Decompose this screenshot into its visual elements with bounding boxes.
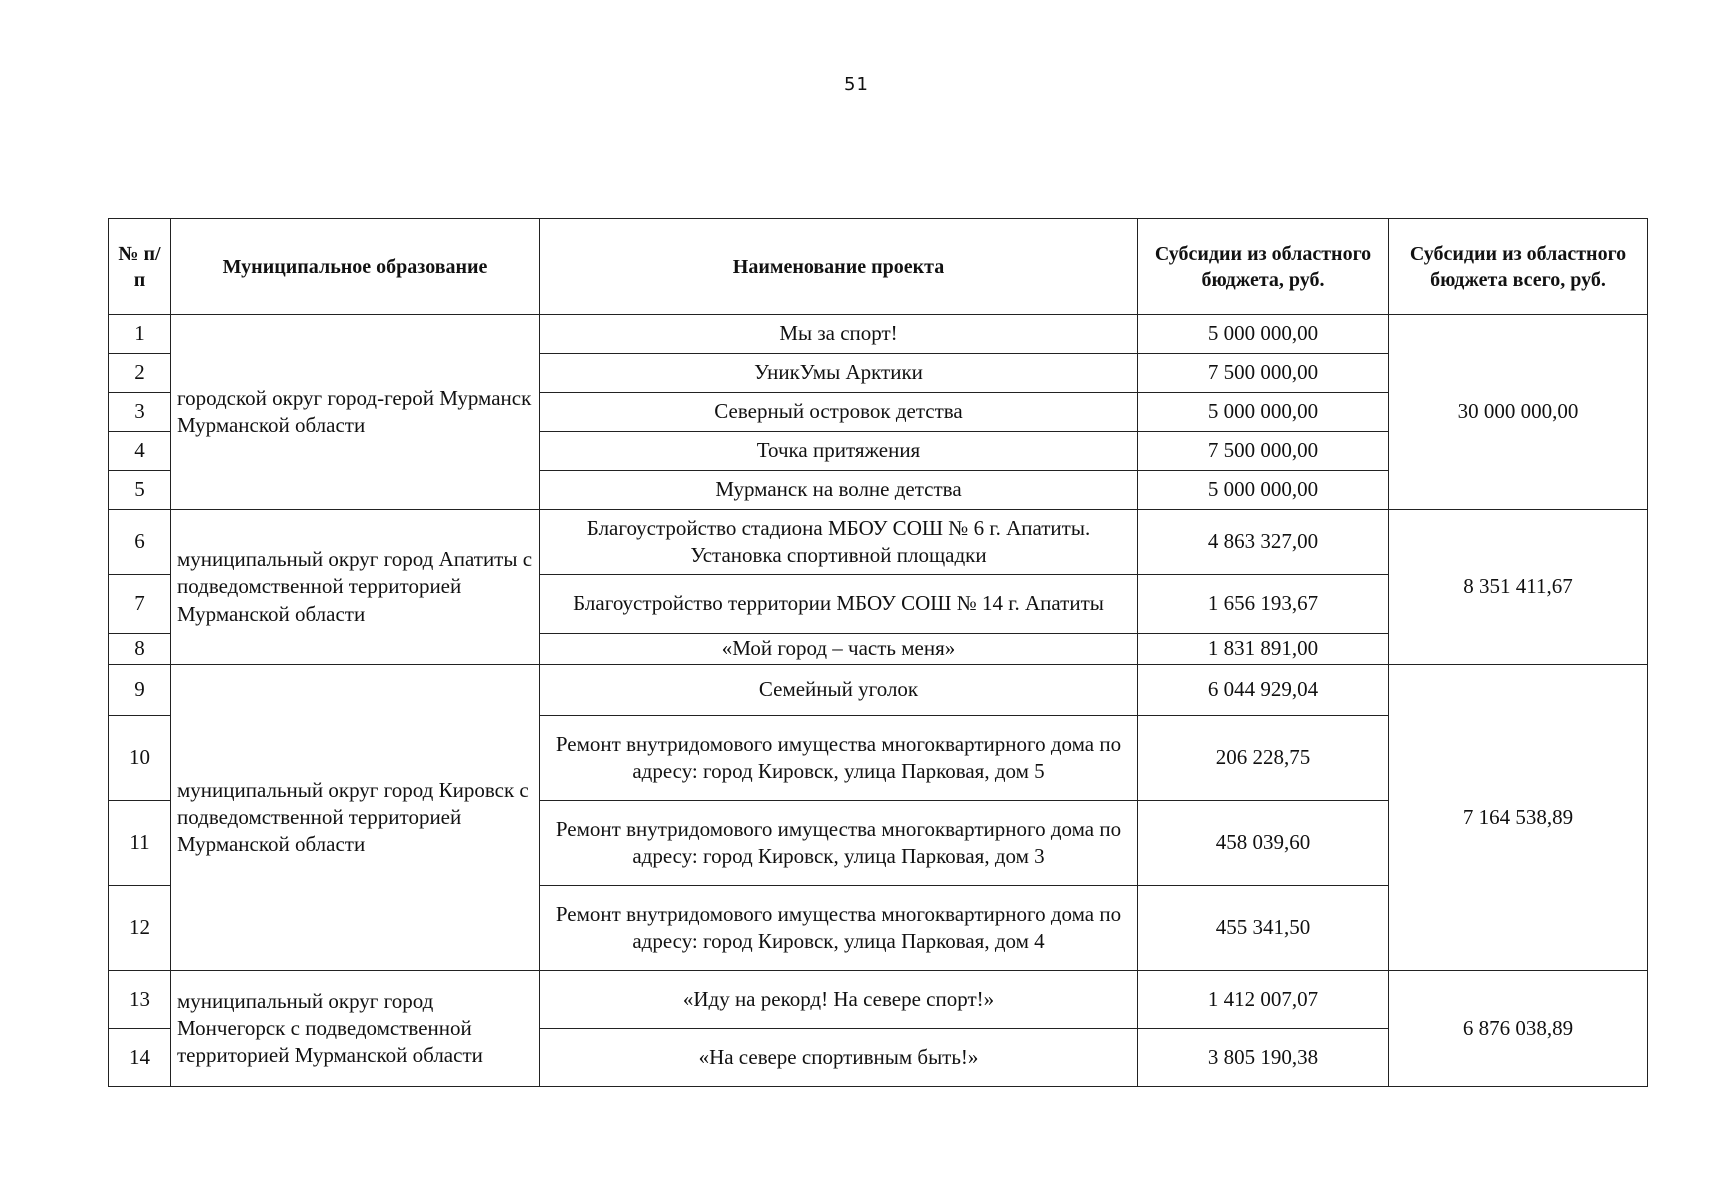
project-cell: Ремонт внутридомового имущества многоквартирного дома по адресу: город Кировск, улица Парковая, дом 3: [540, 801, 1138, 886]
row-num: 10: [109, 716, 171, 801]
header-subsidy-total: Субсидии из областного бюджета всего, руб.: [1389, 219, 1648, 315]
amount-cell: 5 000 000,00: [1138, 471, 1389, 510]
amount-cell: 7 500 000,00: [1138, 432, 1389, 471]
municipality-cell: муниципальный округ город Кировск с подведомственной территорией Мурманской области: [171, 665, 540, 971]
amount-cell: 206 228,75: [1138, 716, 1389, 801]
amount-cell: 4 863 327,00: [1138, 510, 1389, 575]
project-cell: Мурманск на волне детства: [540, 471, 1138, 510]
header-municipality: Муниципальное образование: [171, 219, 540, 315]
amount-cell: 1 412 007,07: [1138, 971, 1389, 1029]
amount-cell: 5 000 000,00: [1138, 393, 1389, 432]
municipality-cell: муниципальный округ город Мончегорск с подведомственной территорией Мурманской области: [171, 971, 540, 1087]
row-num: 14: [109, 1029, 171, 1087]
project-cell: Мы за спорт!: [540, 315, 1138, 354]
row-num: 11: [109, 801, 171, 886]
row-num: 6: [109, 510, 171, 575]
row-num: 2: [109, 354, 171, 393]
row-num: 3: [109, 393, 171, 432]
row-num: 13: [109, 971, 171, 1029]
amount-cell: 3 805 190,38: [1138, 1029, 1389, 1087]
amount-cell: 1 656 193,67: [1138, 575, 1389, 634]
row-num: 8: [109, 634, 171, 665]
row-num: 5: [109, 471, 171, 510]
project-cell: Благоустройство стадиона МБОУ СОШ № 6 г. Апатиты. Установка спортивной площадки: [540, 510, 1138, 575]
project-cell: Северный островок детства: [540, 393, 1138, 432]
row-num: 7: [109, 575, 171, 634]
project-cell: Благоустройство территории МБОУ СОШ № 14 г. Апатиты: [540, 575, 1138, 634]
amount-cell: 455 341,50: [1138, 886, 1389, 971]
table-row: [109, 665, 1648, 716]
total-cell: 8 351 411,67: [1389, 510, 1648, 665]
page-number: 51: [844, 74, 869, 95]
total-cell: 6 876 038,89: [1389, 971, 1648, 1087]
project-cell: Семейный уголок: [540, 665, 1138, 716]
project-cell: «На севере спортивным быть!»: [540, 1029, 1138, 1087]
project-cell: УникУмы Арктики: [540, 354, 1138, 393]
municipality-cell: городской округ город-герой Мурманск Мурманской области: [171, 315, 540, 510]
row-num: 9: [109, 665, 171, 716]
amount-cell: 6 044 929,04: [1138, 665, 1389, 716]
header-num: № п/п: [109, 219, 171, 315]
header-project: Наименование проекта: [540, 219, 1138, 315]
project-cell: Ремонт внутридомового имущества многоквартирного дома по адресу: город Кировск, улица Парковая, дом 4: [540, 886, 1138, 971]
project-cell: Точка притяжения: [540, 432, 1138, 471]
subsidy-table: [108, 218, 1648, 1087]
amount-cell: 458 039,60: [1138, 801, 1389, 886]
total-cell: 7 164 538,89: [1389, 665, 1648, 971]
table-header-row: [109, 219, 1648, 315]
table-row: [109, 510, 1648, 575]
row-num: 1: [109, 315, 171, 354]
row-num: 4: [109, 432, 171, 471]
amount-cell: 5 000 000,00: [1138, 315, 1389, 354]
total-cell: 30 000 000,00: [1389, 315, 1648, 510]
header-subsidy: Субсидии из областного бюджета, руб.: [1138, 219, 1389, 315]
row-num: 12: [109, 886, 171, 971]
project-cell: «Иду на рекорд! На севере спорт!»: [540, 971, 1138, 1029]
project-cell: «Мой город – часть меня»: [540, 634, 1138, 665]
table-row: [109, 315, 1648, 354]
amount-cell: 7 500 000,00: [1138, 354, 1389, 393]
table-row: [109, 971, 1648, 1029]
project-cell: Ремонт внутридомового имущества многоквартирного дома по адресу: город Кировск, улица Парковая, дом 5: [540, 716, 1138, 801]
amount-cell: 1 831 891,00: [1138, 634, 1389, 665]
municipality-cell: муниципальный округ город Апатиты с подведомственной территорией Мурманской области: [171, 510, 540, 665]
